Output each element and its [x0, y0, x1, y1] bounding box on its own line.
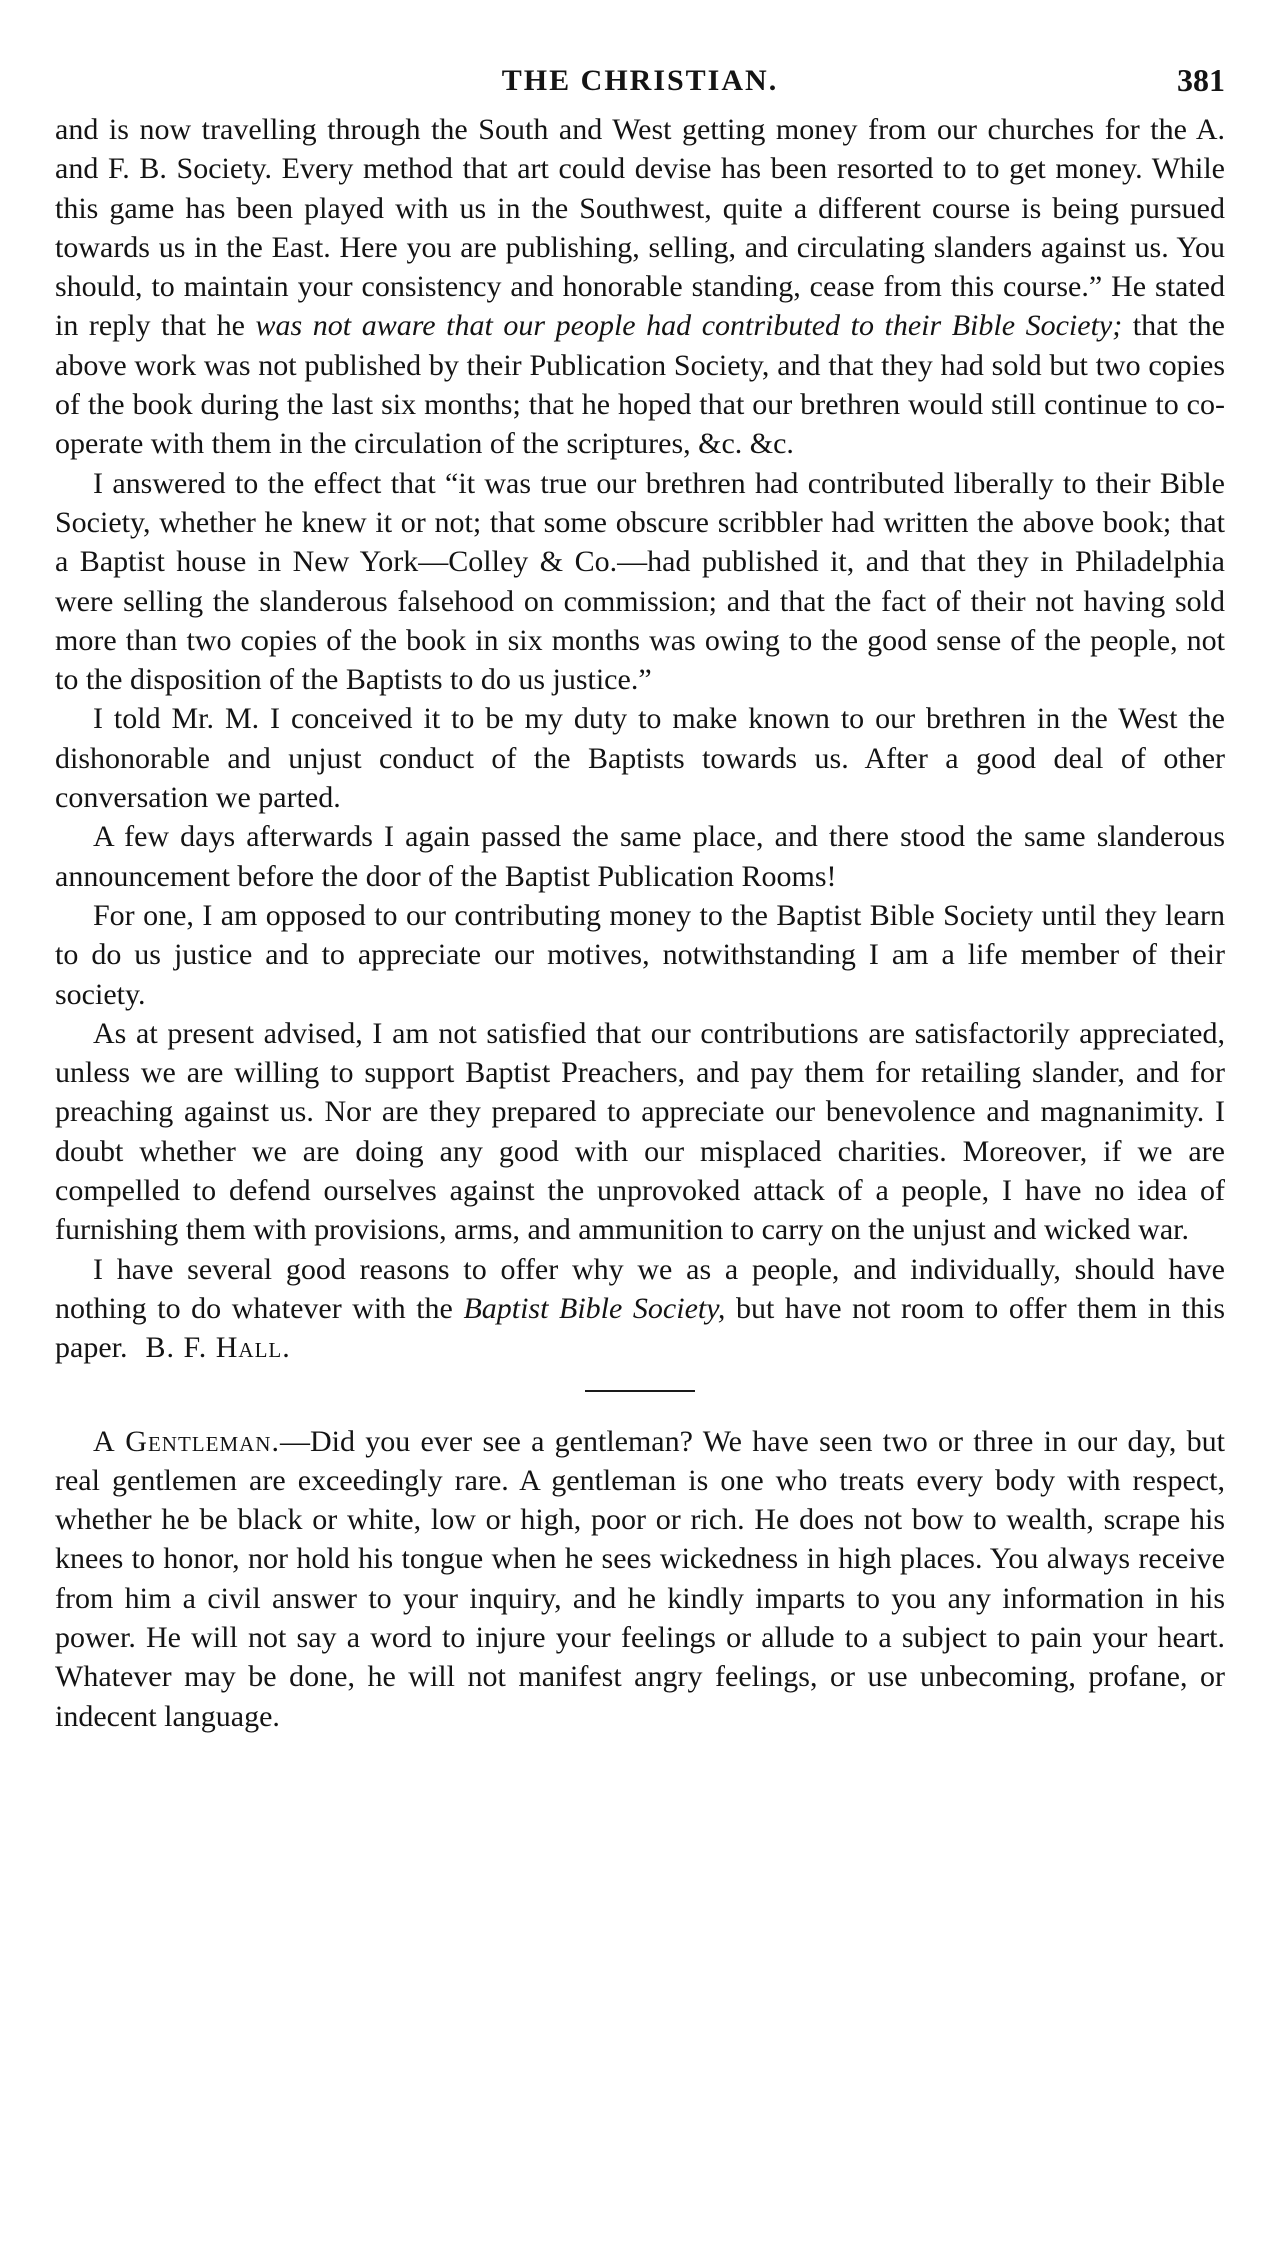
- text-segment: I answered to the effect that “it was true our brethren had contributed liberally to their Bible Society, whether he knew it or not; that some obscure scribbler had written the above book; that a Baptist house in New York—Colley & Co.—had published it, and that they in Philadelphia were selling the slanderous falsehood on commission; and that the fact of their not having sold more than two copies of the book in six months was owing to the good sense of the people, not to the disposition of the Baptists to do us justice.”: [55, 466, 1225, 697]
- text-segment: For one, I am opposed to our contributing money to the Baptist Bible Society until they learn to do us justice and to appreciate our motives, notwithstanding I am a life member of their society.: [55, 898, 1225, 1011]
- letter-paragraph-3: [55, 699, 1225, 817]
- divider-rule: [585, 1390, 695, 1392]
- letter-paragraph-1: [55, 110, 1225, 464]
- italic-segment: was not aware that our people had contributed to their Bible Society;: [255, 309, 1123, 343]
- page-number: 381: [1177, 62, 1225, 98]
- letter-paragraph-6: [55, 1014, 1225, 1250]
- letter-paragraph-4: [55, 817, 1225, 896]
- gentleman-article: [55, 1422, 1225, 1736]
- text-segment: A few days afterwards I again passed the same place, and there stood the same slanderous announcement before the door of the Baptist Publication Rooms!: [55, 820, 1225, 893]
- text-segment: I have several good reasons to offer why we as a people, and individually, should have nothing to do whatever with the: [55, 1252, 1225, 1325]
- author-signature: B. F. Hall.: [145, 1331, 291, 1365]
- page-header: [55, 50, 1225, 110]
- text-segment: that the above work was not published by their Publication Society, and that they had sold but two copies of the book during the last six months; that he hoped that our brethren would still continue to co-operate with them in the circulation of the scriptures, &c. &c.: [55, 309, 1225, 461]
- book-page: [55, 50, 1225, 1736]
- text-segment: I told Mr. M. I conceived it to be my duty to make known to our brethren in the West the dishonorable and unjust conduct of the Baptists towards us. After a good deal of other conversation we parted.: [55, 702, 1225, 815]
- letter-paragraph-2: [55, 464, 1225, 700]
- text-segment: but have not room to offer them in this paper.: [55, 1291, 1226, 1365]
- letter-paragraph-5: [55, 896, 1225, 1014]
- article-paragraph: [55, 1422, 1225, 1736]
- running-title: THE CHRISTIAN.: [501, 64, 779, 97]
- article-body: —Did you ever see a gentleman? We have seen two or three in our day, but real gentlemen are exceedingly rare. A gentleman is one who treats every body with respect, whether he be black or white, low or high, poor or rich. He does not bow to wealth, scrape his knees to honor, nor hold his tongue when he sees wickedness in high places. You always receive from him a civil answer to your inquiry, and he kindly imparts to you any information in his power. He will not say a word to injure your feelings or allude to a subject to pain your heart. Whatever may be done, he will not manifest angry feelings, or use unbecoming, profane, or indecent language.: [55, 1424, 1225, 1733]
- section-divider: [55, 1368, 1225, 1422]
- text-segment: and is now travelling through the South and West getting money from our churches for the A. and F. B. Society. Every method that art could devise has been resorted to to get money. While this game has been played with us in the Southwest, quite a different course is being pursued towards us in the East. Here you are publishing, selling, and circulating slanders against us. You should, to maintain your consistency and honorable standing, cease from this course.” He stated in reply that he: [55, 113, 1225, 343]
- letter-paragraph-7: [55, 1250, 1225, 1368]
- text-segment: As at present advised, I am not satisfied that our contributions are satisfactorily appreciated, unless we are willing to support Baptist Preachers, and pay them for retailing slander, and for preaching against us. Nor are they prepared to appreciate our benevolence and magnanimity. I doubt whether we are doing any good with our misplaced charities. Moreover, if we are compelled to defend ourselves against the unprovoked attack of a people, I have no idea of furnishing them with provisions, arms, and ammunition to carry on the unjust and wicked war.: [55, 1016, 1225, 1247]
- italic-segment: Baptist Bible Society,: [463, 1291, 726, 1325]
- article-lead: A Gentleman.: [93, 1424, 280, 1458]
- letter-body: [55, 110, 1225, 1368]
